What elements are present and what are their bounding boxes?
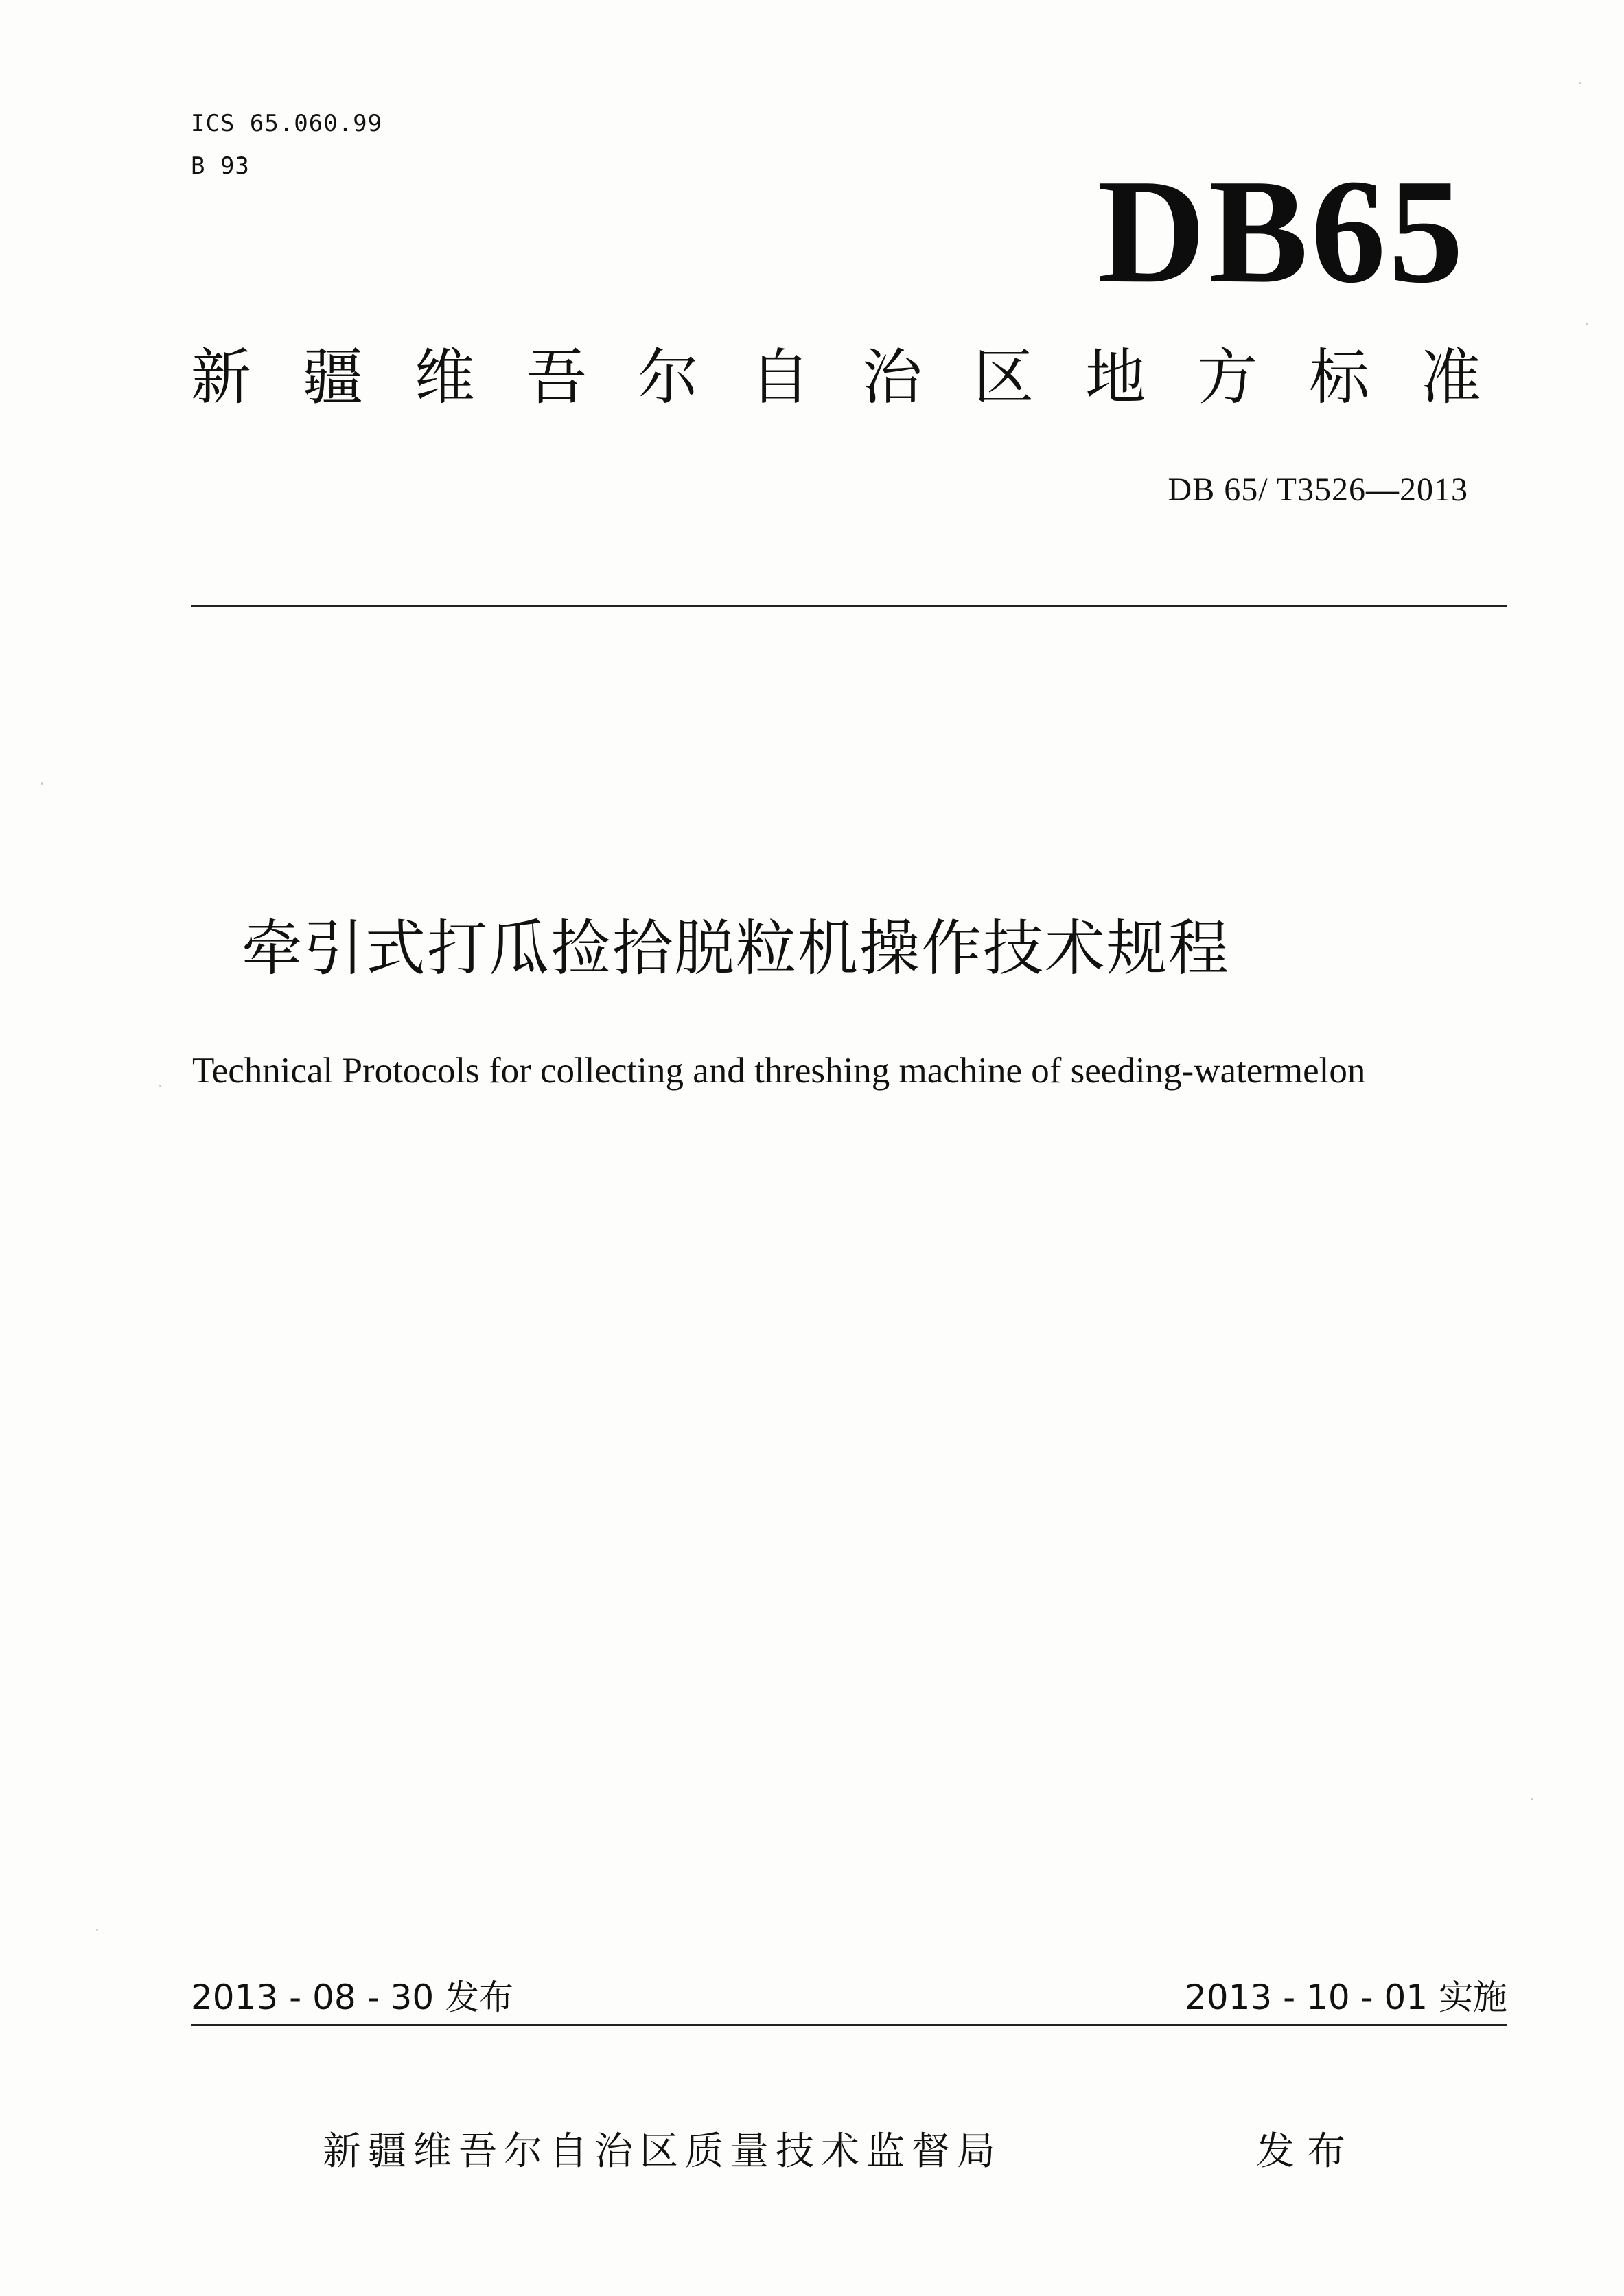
scan-speck — [1531, 1798, 1533, 1800]
standard-category — [191, 343, 1481, 412]
issuing-authority: 新疆维吾尔自治区质量技术监督局 — [323, 2129, 1002, 2174]
scan-speck — [41, 782, 43, 785]
category-char: 自 — [750, 342, 811, 413]
issue-label: 发布 — [1256, 2129, 1358, 2174]
category-char: 地 — [1085, 342, 1146, 413]
category-char: 疆 — [302, 342, 363, 413]
category-char: 吾 — [526, 342, 587, 413]
scan-speck — [1579, 82, 1581, 84]
clc-code: B 93 — [191, 152, 250, 180]
category-char: 区 — [973, 342, 1034, 413]
title-chinese: 牵引式打瓜捡拾脱粒机操作技术规程 — [242, 913, 1231, 984]
standard-number: DB 65/ T3526—2013 — [1168, 472, 1468, 508]
scan-speck — [159, 1085, 161, 1087]
db-logo: DB65 — [1098, 149, 1466, 314]
category-char: 标 — [1309, 342, 1370, 413]
scan-speck — [96, 1929, 98, 1931]
category-char: 治 — [861, 342, 923, 413]
category-char: 方 — [1197, 342, 1258, 413]
title-english: Technical Protocols for collecting and threshing machine of seeding-watermelon — [192, 1051, 1366, 1091]
top-divider — [191, 605, 1507, 607]
category-char: 尔 — [638, 342, 699, 413]
category-char: 维 — [414, 342, 475, 413]
ics-code: ICS 65.060.99 — [191, 110, 383, 137]
bottom-divider — [191, 2024, 1507, 2026]
category-char: 准 — [1420, 342, 1481, 413]
category-char: 新 — [191, 342, 252, 413]
scan-speck — [1586, 323, 1588, 325]
implementation-date: 2013 - 10 - 01 实施 — [1184, 1978, 1507, 2017]
issue-date: 2013 - 08 - 30 发布 — [191, 1978, 514, 2017]
